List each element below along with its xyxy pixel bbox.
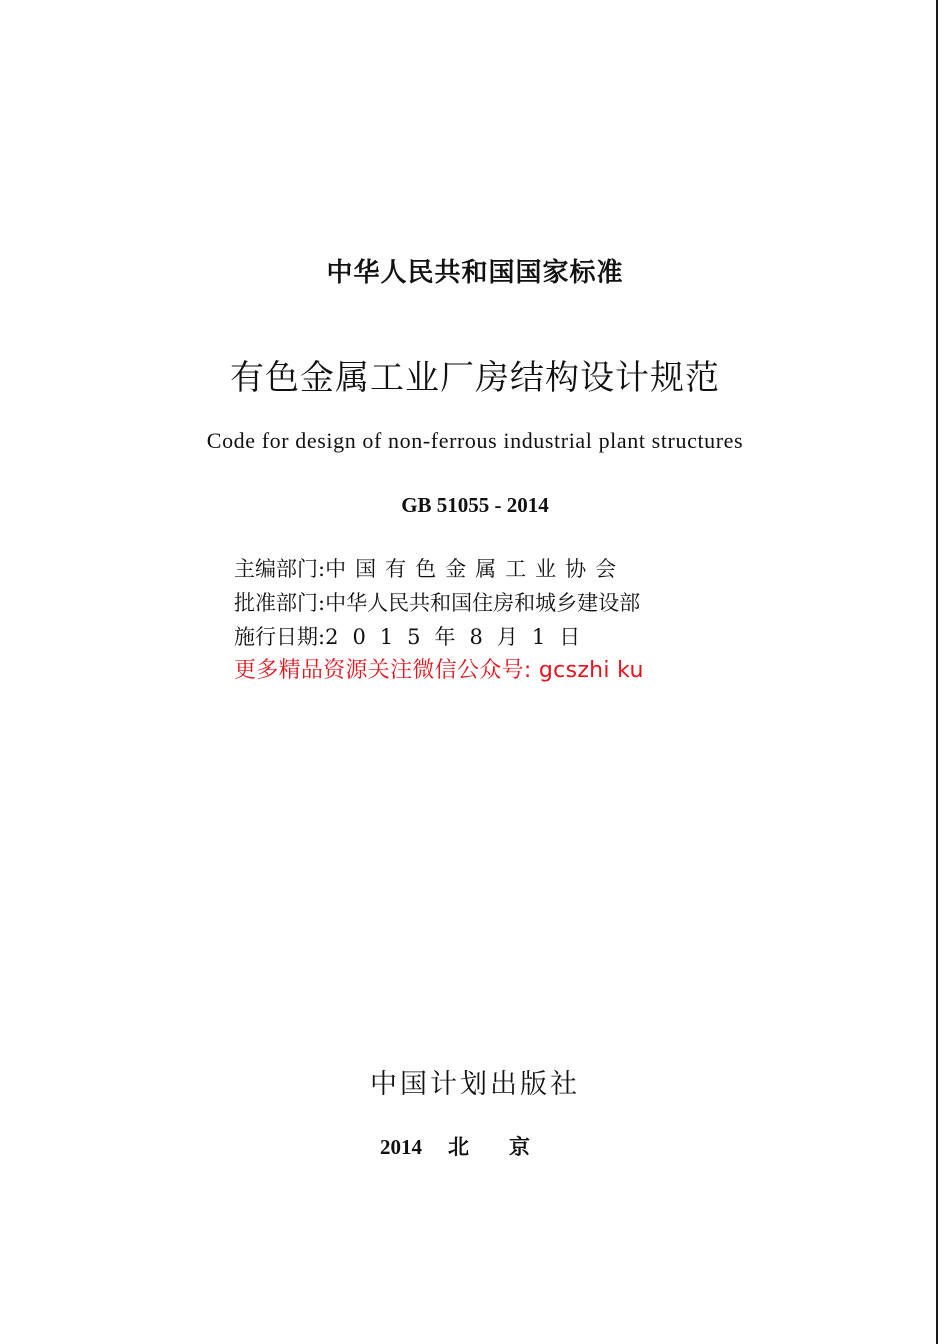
effective-date-value: 2015年8月1日 xyxy=(325,625,595,649)
promo-text: 更多精品资源关注微信公众号: gcszhi ku xyxy=(234,658,644,683)
title-english: Code for design of non-ferrous industrial plant structures xyxy=(206,428,744,453)
effective-date-label: 施行日期: xyxy=(234,625,326,649)
standard-level: 中华人民共和国国家标准 xyxy=(326,258,624,288)
approval-department-row xyxy=(234,586,714,620)
publisher: 中国计划出版社 xyxy=(370,1069,580,1100)
publication-city: 北京 xyxy=(448,1135,570,1159)
publication-year: 2014 xyxy=(380,1135,422,1159)
publication-line xyxy=(0,1131,950,1161)
chief-department-value: 中国有色金属工业协会 xyxy=(325,557,626,581)
effective-date-row xyxy=(234,620,714,654)
chief-department-label: 主编部门: xyxy=(234,557,326,581)
approval-department-label: 批准部门: xyxy=(234,591,326,615)
chief-department-row xyxy=(234,552,714,586)
standard-code: GB 51055 - 2014 xyxy=(401,493,549,517)
approval-department-value: 中华人民共和国住房和城乡建设部 xyxy=(325,591,641,615)
issuing-info xyxy=(234,552,714,688)
title-chinese: 有色金属工业厂房结构设计规范 xyxy=(230,358,720,398)
